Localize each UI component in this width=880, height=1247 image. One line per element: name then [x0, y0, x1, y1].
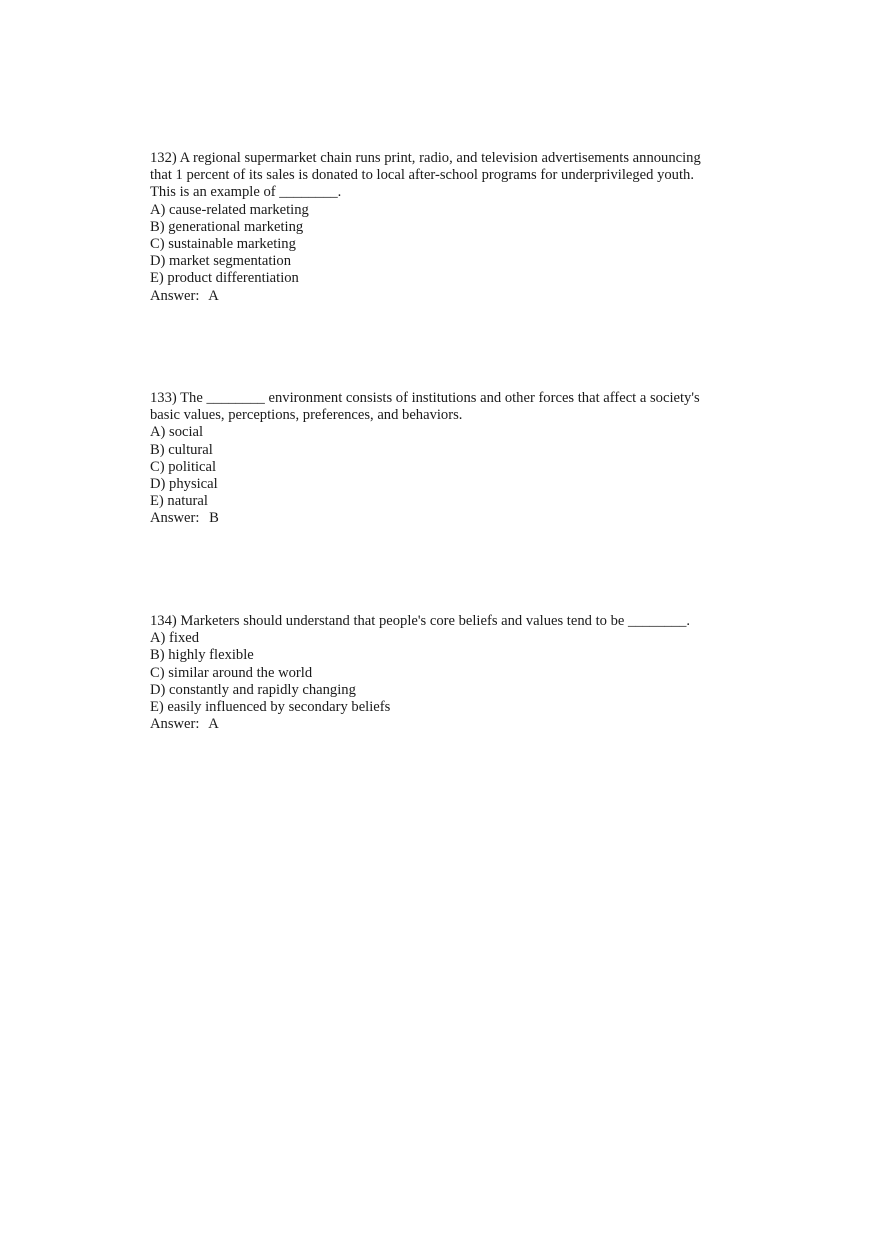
answer-option-d: D) market segmentation [150, 253, 292, 270]
answer-option-e: E) product differentiation [150, 270, 299, 287]
answer-line [150, 716, 740, 733]
answer-label: Answer: [150, 510, 200, 527]
answer-option-d: D) constantly and rapidly changing [150, 681, 356, 698]
answer-line [150, 288, 740, 305]
question-134 [150, 613, 740, 733]
answer-option-b: B) cultural [150, 441, 213, 458]
answer-value: B [209, 510, 219, 527]
answer-value: A [208, 716, 219, 733]
answer-option-a: A) social [150, 424, 204, 441]
answer-option-a: A) fixed [150, 630, 200, 647]
answer-line [150, 510, 740, 527]
answer-option-c: C) similar around the world [150, 664, 313, 681]
answer-option-d: D) physical [150, 476, 218, 493]
answer-option-b: B) generational marketing [150, 218, 304, 235]
answer-label: Answer: [150, 287, 200, 304]
question-stem-line: 132) A regional supermarket chain runs print, radio, and television advertisements announcing [150, 150, 701, 166]
answer-option-a: A) cause-related marketing [150, 201, 309, 218]
answer-option-e: E) natural [150, 493, 208, 510]
answer-value: A [208, 287, 219, 304]
answer-option-c: C) sustainable marketing [150, 236, 296, 253]
question-133 [150, 390, 740, 528]
question-stem-line: 133) The ________ environment consists of institutions and other forces that affect a society's [150, 390, 700, 406]
question-stem-line: that 1 percent of its sales is donated to local after-school programs for underprivileged youth. [150, 167, 694, 184]
question-132 [150, 150, 740, 305]
answer-label: Answer: [150, 716, 200, 733]
answer-option-e: E) easily influenced by secondary beliefs [150, 699, 391, 716]
answer-option-c: C) political [150, 458, 217, 475]
question-stem-line: This is an example of ________. [150, 184, 342, 201]
answer-option-b: B) highly flexible [150, 647, 254, 664]
question-stem-line: basic values, perceptions, preferences, and behaviors. [150, 407, 463, 424]
question-stem-line: 134) Marketers should understand that people's core beliefs and values tend to be ________. [150, 613, 691, 629]
